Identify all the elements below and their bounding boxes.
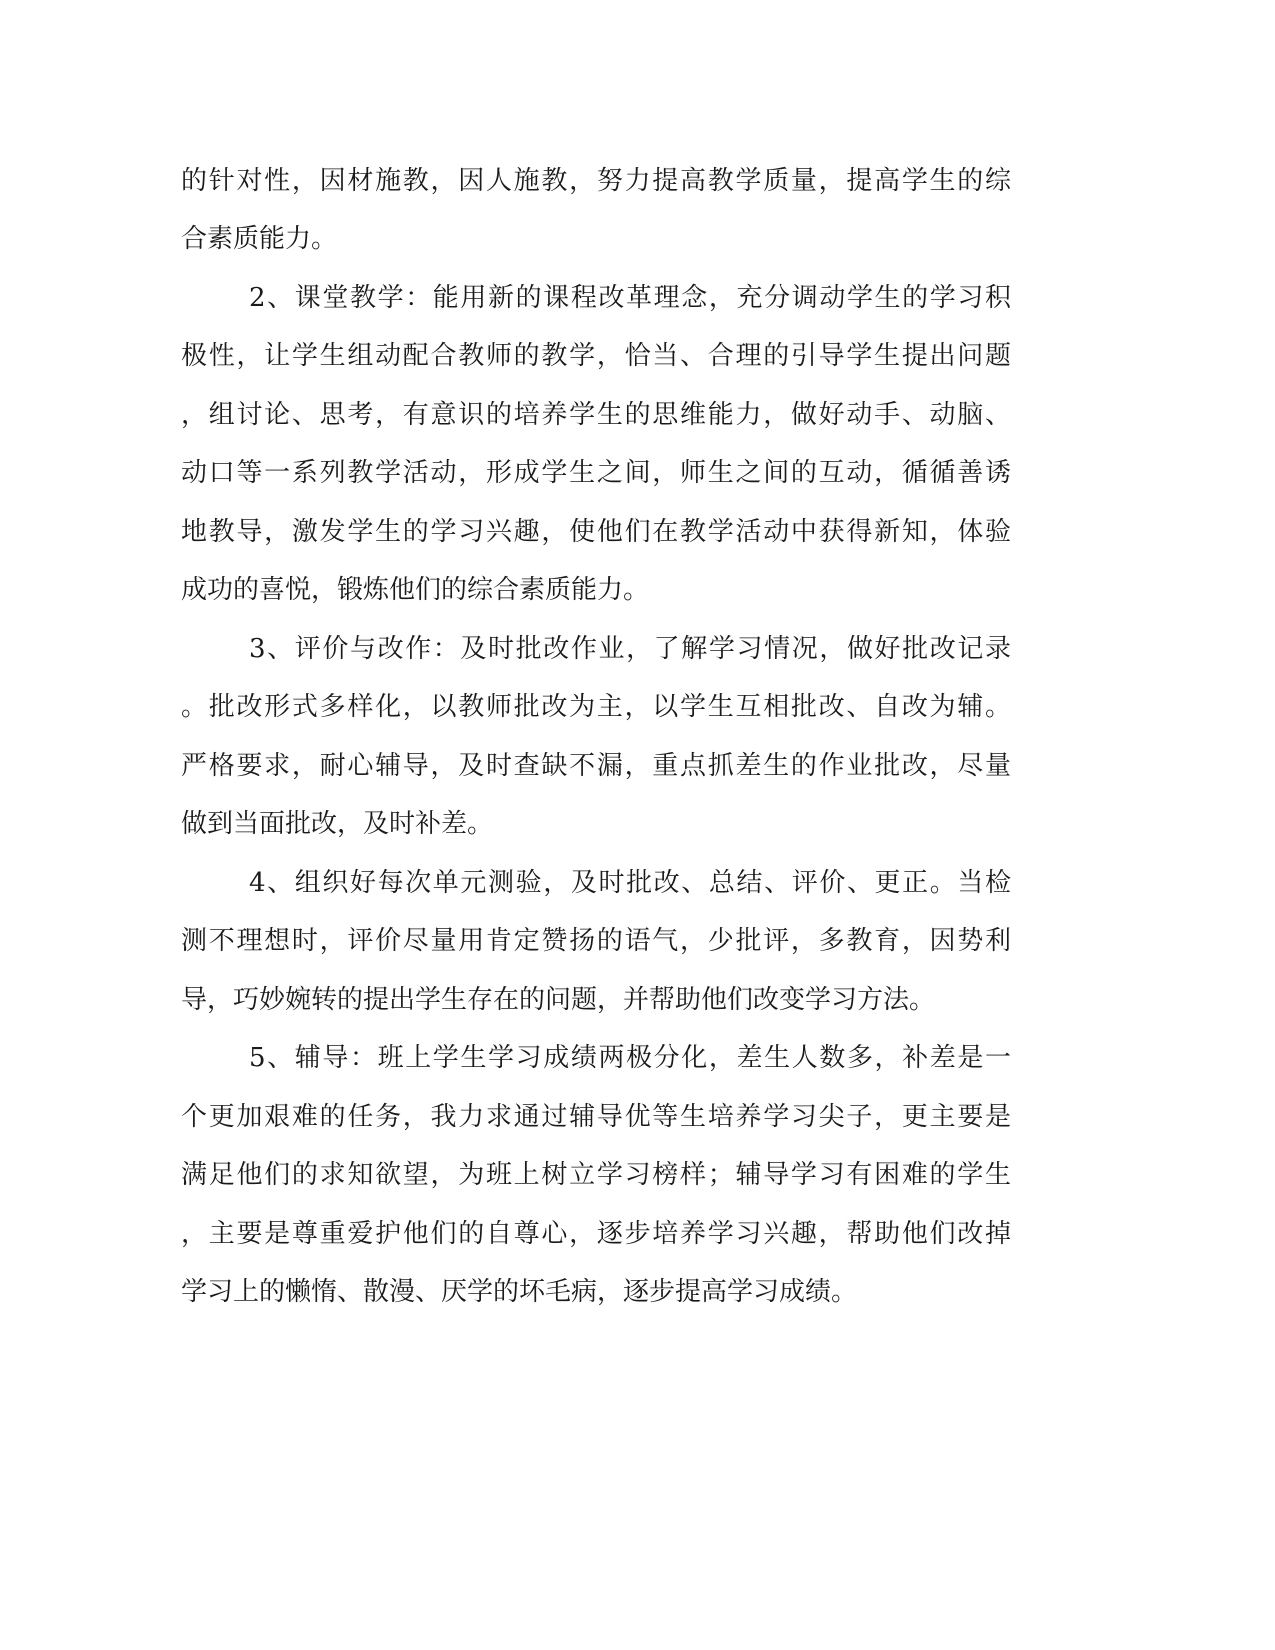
- paragraph-2-heading-line: 2、课堂教学：能用新的课程改革理念，充分调动学生的学习积: [249, 283, 1011, 313]
- text-line-5: ，组讨论、思考，有意识的培养学生的思维能力，做好动手、动脑、: [181, 400, 1011, 430]
- text-line-6: 动口等一系列教学活动，形成学生之间，师生之间的互动，循循善诱: [181, 458, 1011, 488]
- paragraph-3-heading-line: 3、评价与改作：及时批改作业，了解学习情况，做好批改记录: [249, 634, 1011, 664]
- text-line-14: 测不理想时，评价尽量用肯定赞扬的语气，少批评，多教育，因势利: [181, 926, 1011, 956]
- text-line-7: 地教导，激发学生的学习兴趣，使他们在教学活动中获得新知，体验: [181, 517, 1011, 547]
- text-line-11: 严格要求，耐心辅导，及时查缺不漏，重点抓差生的作业批改，尽量: [181, 751, 1011, 781]
- text-line-15: 导，巧妙婉转的提出学生存在的问题，并帮助他们改变学习方法。: [181, 985, 936, 1015]
- text-line-2: 合素质能力。: [181, 224, 338, 254]
- text-line-4: 极性，让学生组动配合教师的教学，恰当、合理的引导学生提出问题: [181, 341, 1011, 371]
- text-line-10: 。批改形式多样化，以教师批改为主，以学生互相批改、自改为辅。: [181, 692, 1011, 722]
- paragraph-4-heading-line: 4、组织好每次单元测验，及时批改、总结、评价、更正。当检: [249, 868, 1011, 898]
- text-line-20: 学习上的懒惰、散漫、厌学的坏毛病，逐步提高学习成绩。: [181, 1277, 858, 1307]
- paragraph-5-heading-line: 5、辅导：班上学生学习成绩两极分化，差生人数多，补差是一: [249, 1043, 1011, 1073]
- text-line-19: ，主要是尊重爱护他们的自尊心，逐步培养学习兴趣，帮助他们改掉: [181, 1219, 1011, 1249]
- text-line-17: 个更加艰难的任务，我力求通过辅导优等生培养学习尖子，更主要是: [181, 1102, 1011, 1132]
- text-line-8: 成功的喜悦，锻炼他们的综合素质能力。: [181, 575, 650, 605]
- text-line-1: 的针对性，因材施教，因人施教，努力提高教学质量，提高学生的综: [181, 166, 1011, 196]
- text-line-18: 满足他们的求知欲望，为班上树立学习榜样；辅导学习有困难的学生: [181, 1160, 1011, 1190]
- text-line-12: 做到当面批改，及时补差。: [181, 809, 494, 839]
